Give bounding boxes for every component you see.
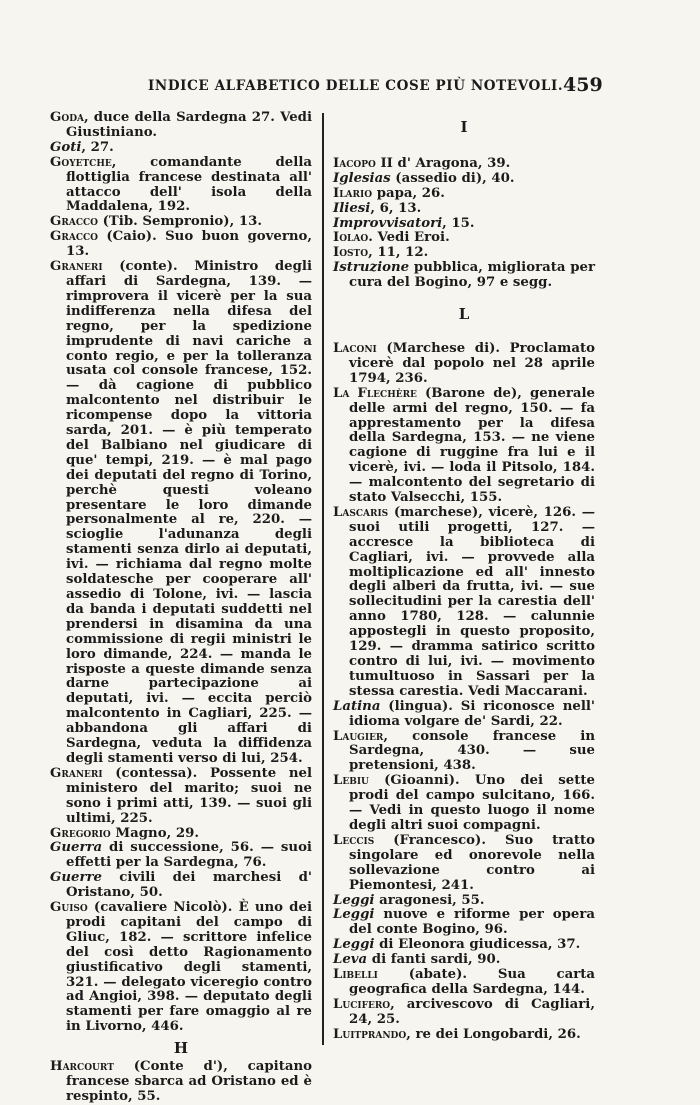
entry-term: Leva bbox=[333, 952, 368, 968]
entry-term: Goti bbox=[50, 139, 82, 155]
entry-text: II d' Aragona, 39. bbox=[375, 155, 511, 171]
entry-text: di successione, 56. — suoi effetti per la Sardegna, 76. bbox=[66, 840, 312, 871]
page-header bbox=[0, 74, 700, 102]
index-entry bbox=[50, 111, 312, 141]
entry-term: Lucifero bbox=[333, 996, 391, 1012]
index-entry bbox=[333, 834, 595, 894]
section-letter-h: H bbox=[173, 1039, 189, 1058]
entry-text: (conte). Ministro degli affari di Sardegna, 139. — rimprovera il vicerè per la sua indifferenza nella difesa del regno, per la spedizione imprudente di navi cariche a conto regio, e per la tolleranza usata col console francese, 152. — dà cagione di pubblico malcontento nel distribuir le ricompense dopo la vittoria sarda, 201. — è più temperato del Balbiano nel giudicare di que' tempi, 219. — è mal pago dei deputati del regno di Torino, perchè questi voleano presentare le loro dimande personalmente al re, 220. — scioglie l'adunanza degli stamenti senza dirlo ai deputati, ivi. — richiama dal regno molte soldatesche per cooperare all' assedio di Tolone, ivi. — lascia da banda i deputati suddetti nel prendersi in disamina da una commissione di regii ministri le loro dimande, 224. — manda le risposte a queste dimande senza darne partecipazione ai deputati, ivi. — eccita perciò malcontento in Cagliari, 225. — abbandona gli affari di Sardegna, veduta la diffidenza degli stamenti verso di lui, 254. bbox=[66, 259, 312, 766]
entry-text: (contessa). Possente nel ministero del marito; suoi ne sono i primi atti, 139. — suoi gli ultimi, 225. bbox=[66, 765, 312, 826]
index-entry bbox=[333, 157, 595, 172]
entry-text: (abate). Sua carta geografica della Sardegna, 144. bbox=[349, 967, 595, 997]
index-entry bbox=[50, 901, 312, 1035]
entry-term: Iglesias bbox=[333, 170, 391, 186]
entry-term: Luitprando bbox=[333, 1026, 407, 1042]
entry-text: , 6, 13. bbox=[370, 200, 422, 216]
entry-term: Laconi bbox=[333, 340, 377, 356]
entry-text: (Caio). Suo buon governo, 13. bbox=[66, 229, 312, 260]
entry-text: , 11, 12. bbox=[368, 245, 429, 261]
entry-text: , comandante della flottiglia francese destinata all' attacco dell' isola della Maddalena, 192. bbox=[66, 154, 312, 215]
entry-term: Graneri bbox=[50, 765, 103, 781]
entry-text: . Vedi Eroi. bbox=[368, 230, 450, 246]
entry-term: Iacopo bbox=[333, 155, 376, 171]
index-entry bbox=[333, 730, 595, 775]
entry-term: La Flechère bbox=[333, 385, 417, 401]
index-entry bbox=[333, 261, 595, 291]
section-letter-i: I bbox=[460, 118, 468, 136]
entry-text: , 15. bbox=[442, 215, 475, 231]
entry-text: , arcivescovo di Cagliari, 24, 25. bbox=[349, 996, 595, 1027]
entry-term: Leccis bbox=[333, 832, 375, 848]
entry-text: civili dei marchesi d' Oristano, 50. bbox=[66, 870, 312, 901]
entry-term: Gracco bbox=[50, 229, 98, 245]
index-entry bbox=[333, 953, 595, 968]
entry-text: (Barone de), generale delle armi del regno, 150. — fa apprestamento per la difesa della Sardegna, 153. — ne viene cagione di ruggine fra lui e il vicerè, ivi. — loda il Pitsolo, 184. — malcontento del segretario di stato Valsecchi, 155. bbox=[349, 385, 595, 506]
index-entry bbox=[50, 767, 312, 827]
index-entry bbox=[333, 202, 595, 217]
index-entry bbox=[333, 700, 595, 730]
entry-term: Latina bbox=[333, 698, 381, 714]
entry-term: Laugier bbox=[333, 728, 384, 744]
entry-term: Goyetche bbox=[50, 154, 112, 170]
index-entry bbox=[333, 231, 595, 246]
index-entry bbox=[50, 230, 312, 260]
entry-text: (lingua). Si riconosce nell' idioma volgare de' Sardi, 22. bbox=[349, 698, 595, 729]
index-entry bbox=[50, 1060, 312, 1105]
entry-term: Leggi bbox=[333, 907, 375, 923]
left-column bbox=[50, 111, 312, 1105]
index-entry bbox=[333, 246, 595, 261]
index-entry bbox=[333, 1028, 595, 1043]
entry-text: di fanti sardi, 90. bbox=[367, 952, 501, 968]
right-column bbox=[333, 120, 595, 1043]
section-letter-l: L bbox=[458, 305, 470, 324]
entry-term: Istruzione bbox=[333, 260, 410, 276]
entry-text: papa, 26. bbox=[372, 185, 445, 201]
index-entry bbox=[333, 938, 595, 953]
entry-term: Iolao bbox=[333, 230, 369, 246]
entry-text: , duce della Sardegna 27. Vedi Giustiniano. bbox=[66, 110, 312, 140]
running-title: INDICE ALFABETICO DELLE COSE PIÙ NOTEVOLI. bbox=[148, 78, 564, 94]
entry-text: , 27. bbox=[81, 139, 114, 155]
index-entry bbox=[333, 894, 595, 909]
entry-term: Ilario bbox=[333, 185, 373, 201]
entry-text: (assedio di), 40. bbox=[390, 170, 515, 186]
index-entry bbox=[50, 871, 312, 901]
entry-text: , re dei Longobardi, 26. bbox=[406, 1026, 581, 1042]
index-entry bbox=[50, 156, 312, 216]
entry-term: Iosto bbox=[333, 245, 369, 261]
entry-term: Improvvisatori bbox=[333, 215, 443, 231]
index-entry bbox=[50, 141, 312, 156]
entry-text: (marchese), vicerè, 126. — suoi utili progetti, 127. — accresce la biblioteca di Cagliari, ivi. — provvede alla moltiplicazione ed all' innesto degli alberi da frutta, ivi. — sue sollecitudini per la carestia dell' anno 1780, 128. — calunnie appostegli in questo proposito, 129. — dramma satirico scritto contro di lui, ivi. — movimento tumultuoso in Sassari per la stessa carestia. Vedi Maccarani. bbox=[349, 504, 595, 699]
index-entry bbox=[333, 998, 595, 1028]
entry-text: (Gioanni). Uno dei sette prodi del campo sulcitano, 166. — Vedi in questo luogo il nome degli altri suoi compagni. bbox=[349, 773, 595, 833]
index-entry bbox=[50, 215, 312, 230]
entry-term: Leggi bbox=[333, 937, 375, 953]
index-entry bbox=[333, 506, 595, 700]
index-entry bbox=[50, 827, 312, 842]
entry-term: Guiso bbox=[50, 900, 88, 916]
index-entry bbox=[333, 342, 595, 387]
entry-text: di Eleonora giudicessa, 37. bbox=[374, 937, 581, 953]
entry-term: Harcourt bbox=[50, 1059, 114, 1075]
entry-text: Magno, 29. bbox=[110, 825, 199, 841]
entry-term: Libelli bbox=[333, 967, 378, 983]
index-entry bbox=[333, 968, 595, 998]
index-entry bbox=[333, 187, 595, 202]
entry-term: Lebiu bbox=[333, 773, 369, 789]
entry-text: (cavaliere Nicolò). È uno dei prodi capitani del campo di Gliuc, 182. — scrittore infelice del così detto Ragionamento giustificativo degli stamenti, 321. — delegato viceregio contro ad Angioi, 398. — deputato degli stamenti per fare omaggio al re in Livorno, 446. bbox=[66, 900, 312, 1035]
entry-term: Guerre bbox=[50, 870, 102, 886]
entry-text: , console francese in Sardegna, 430. — sue pretensioni, 438. bbox=[349, 728, 595, 774]
index-entry bbox=[50, 260, 312, 767]
entry-term: Gracco bbox=[50, 214, 98, 230]
entry-term: Goda bbox=[50, 110, 84, 125]
index-entry bbox=[333, 774, 595, 834]
entry-term: Iliesi bbox=[333, 200, 371, 216]
entry-text: (Francesco). Suo tratto singolare ed onorevole nella sollevazione contro ai Piemontesi, 241. bbox=[349, 832, 595, 893]
index-entry bbox=[50, 841, 312, 871]
index-entry bbox=[333, 217, 595, 232]
entry-text: aragonesi, 55. bbox=[374, 892, 485, 908]
entry-term: Guerra bbox=[50, 840, 103, 856]
index-entry bbox=[333, 172, 595, 187]
entry-text: pubblica, migliorata per cura del Bogino, 97 e segg. bbox=[349, 260, 595, 291]
entry-term: Gregorio bbox=[50, 825, 111, 841]
page-number: 459 bbox=[563, 74, 603, 96]
index-entry bbox=[333, 908, 595, 938]
entry-term: Leggi bbox=[333, 892, 375, 908]
entry-text: (Marchese di). Proclamato vicerè dal popolo nel 28 aprile 1794, 236. bbox=[349, 340, 595, 386]
column-divider bbox=[322, 113, 324, 1045]
entry-text: (Tib. Sempronio), 13. bbox=[97, 214, 262, 230]
entry-text: (Conte d'), capitano francese sbarca ad Oristano ed è respinto, 55. bbox=[66, 1059, 312, 1104]
entry-text: nuove e riforme per opera del conte Bogino, 96. bbox=[349, 907, 595, 938]
entry-term: Lascaris bbox=[333, 504, 389, 520]
entry-term: Graneri bbox=[50, 259, 103, 275]
index-entry bbox=[333, 387, 595, 506]
